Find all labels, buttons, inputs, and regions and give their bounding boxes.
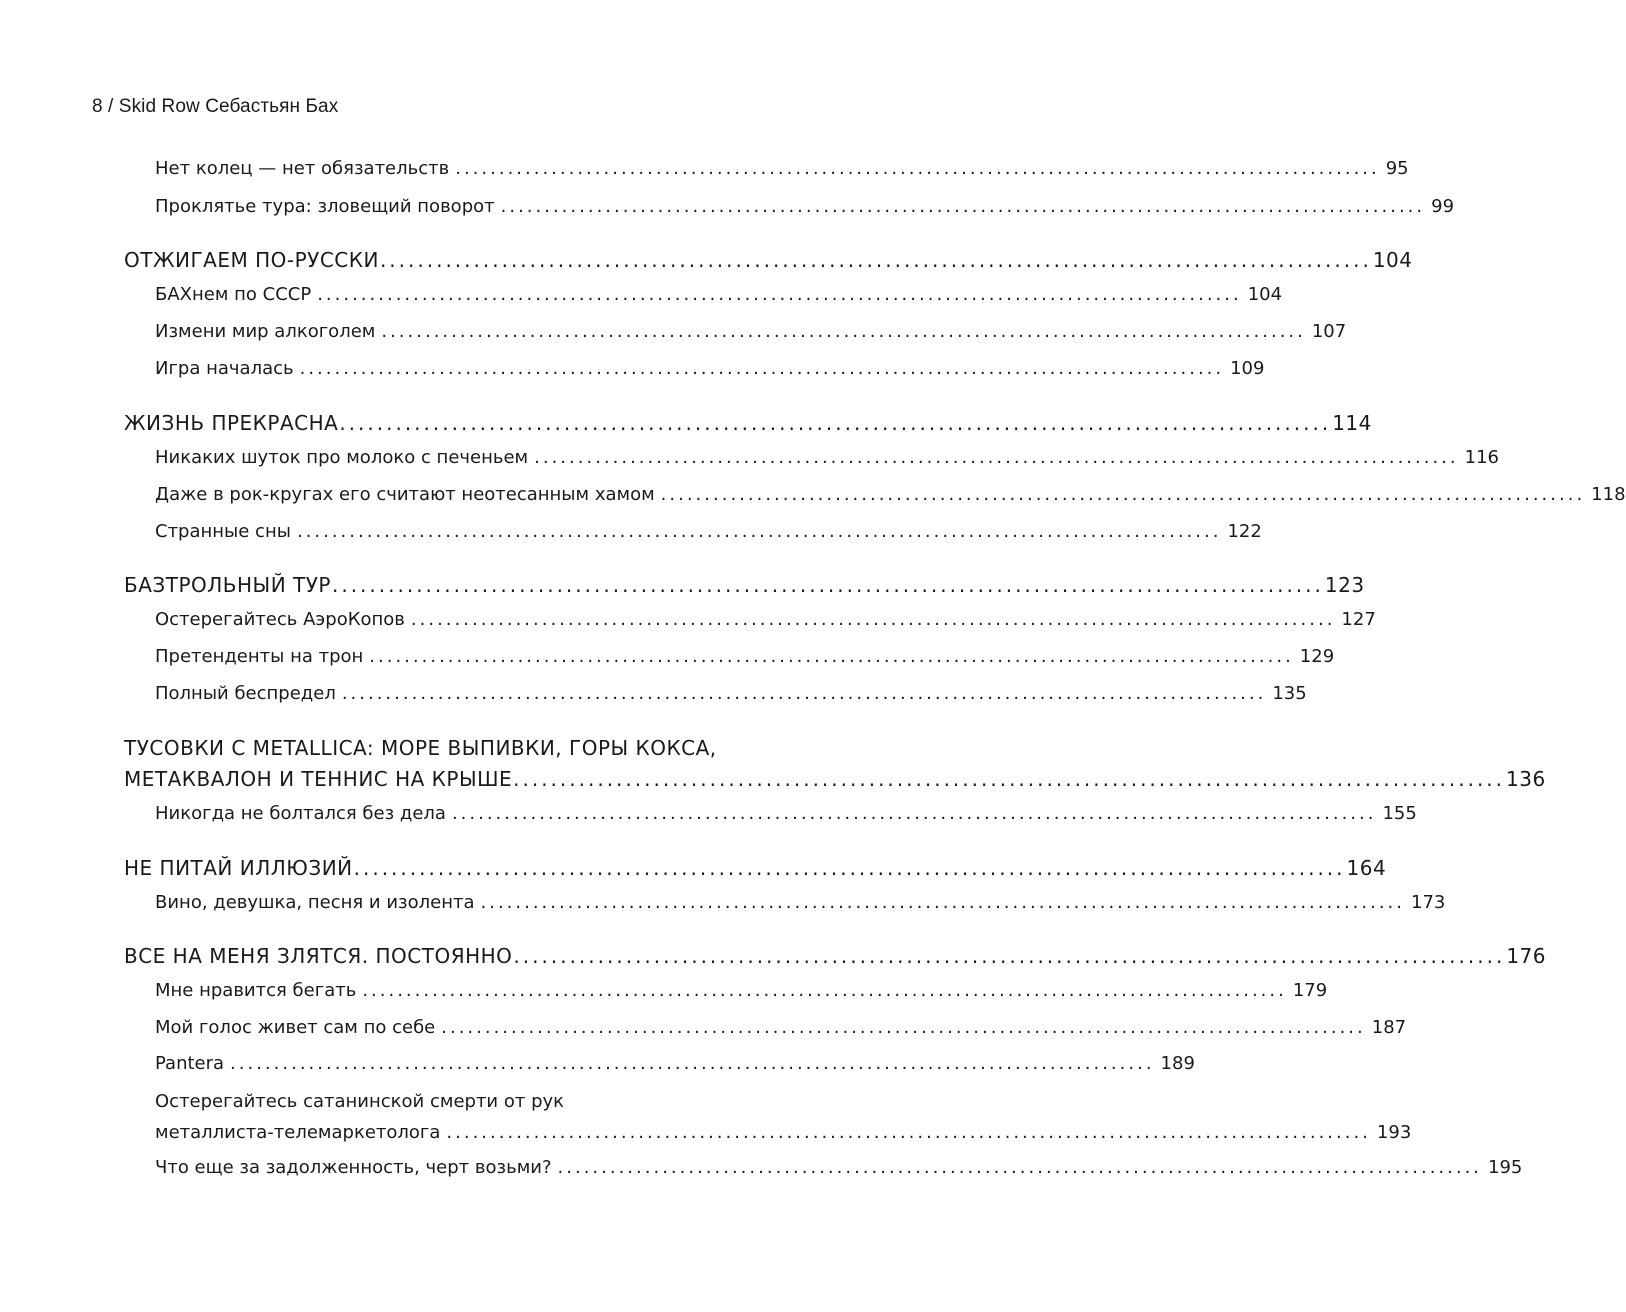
dot-leader: .......................................................................................................... [296,521,1222,542]
toc-entry-title: Никаких шуток про молоко с печеньем [155,447,529,468]
dot-leader: .......................................................................................................... [557,1157,1483,1178]
toc-chapter-page: 136 [1506,767,1546,791]
toc-chapter-page: 114 [1332,411,1372,435]
toc-entry[interactable] [155,892,1446,913]
toc-entry-title: Измени мир алкоголем [155,321,376,342]
dot-leader: .......................................................................................................... [513,944,1506,968]
toc-chapter-page: 104 [1372,248,1413,272]
toc-chapter-title: НЕ ПИТАЙ ИЛЛЮЗИЙ [124,856,353,880]
toc-entry-title: Вино, девушка, песня и изолента [155,892,475,913]
toc-entry-title: Pantera [155,1053,225,1074]
toc-chapter[interactable] [124,411,1372,435]
toc-entry-title: Что еще за задолженность, черт возьми? [155,1157,552,1178]
toc-entry[interactable] [155,321,1347,342]
toc-chapter[interactable] [124,944,1546,968]
dot-leader: .......................................................................................................... [446,1122,1371,1143]
dot-leader: .......................................................................................................... [230,1053,1155,1074]
toc-entry[interactable] [155,609,1376,630]
dot-leader: .......................................................................................................... [410,609,1336,630]
toc-entry-title: Остерегайтесь АэроКопов [155,609,405,630]
toc-chapter-page: 176 [1506,944,1546,968]
toc-entry[interactable] [155,1122,1412,1143]
toc-entry[interactable] [155,158,1409,179]
toc-entry-page: 195 [1488,1157,1523,1178]
toc-entry-title: БАХнем по СССР [155,284,312,305]
toc-entry[interactable] [155,1017,1407,1038]
toc-entry-page: 193 [1376,1122,1412,1143]
toc-chapter[interactable] [124,767,1546,791]
toc-entry[interactable] [155,683,1307,704]
toc-entry[interactable] [155,521,1262,542]
toc-entry[interactable] [155,484,1626,505]
toc-entry-title: Нет колец — нет обязательств [155,158,450,179]
toc-entry-page: 107 [1311,321,1347,342]
toc-chapter-title: ВСЕ НА МЕНЯ ЗЛЯТСЯ. ПОСТОЯННО [124,944,513,968]
dot-leader: .......................................................................................................... [534,447,1459,468]
toc-entry[interactable] [155,646,1335,667]
dot-leader: .......................................................................................................... [513,767,1506,791]
toc-chapter-title-line1: ТУСОВКИ С METALLICA: МОРЕ ВЫПИВКИ, ГОРЫ КОКСА, [124,736,717,760]
dot-leader: .......................................................................................................... [317,284,1242,305]
toc-entry-title: Мой голос живет сам по себе [155,1017,436,1038]
toc-entry[interactable] [155,196,1455,217]
toc-entry-title: металлиста-телемаркетолога [155,1122,441,1143]
toc-chapter-title: БАЗТРОЛЬНЫЙ ТУР [124,573,331,597]
toc-entry[interactable] [155,980,1328,1001]
toc-entry[interactable] [155,358,1265,379]
toc-entry-page: 189 [1160,1053,1195,1074]
dot-leader: .......................................................................................................... [341,683,1267,704]
dot-leader: .......................................................................................................... [381,321,1306,342]
toc-entry-title: Мне нравится бегать [155,980,357,1001]
running-header: 8 / Skid Row Себастьян Бах [92,96,339,117]
toc-entry-page: 173 [1411,892,1446,913]
toc-entry-title: Полный беспредел [155,683,336,704]
toc-chapter[interactable] [124,573,1365,597]
dot-leader: .......................................................................................................... [353,856,1346,880]
toc-entry-page: 116 [1464,447,1499,468]
toc-entry-page: 104 [1247,284,1283,305]
dot-leader: .......................................................................................................... [379,248,1372,272]
dot-leader: .......................................................................................................... [455,158,1380,179]
dot-leader: .......................................................................................................... [331,573,1324,597]
toc-entry-page: 187 [1371,1017,1407,1038]
toc-entry-page: 127 [1341,609,1376,630]
toc-entry-title: Претенденты на трон [155,646,364,667]
toc-entry-title: Никогда не болтался без дела [155,803,446,824]
toc-entry[interactable] [155,1157,1523,1178]
dot-leader: .......................................................................................................... [339,411,1332,435]
toc-entry-title: Игра началась [155,358,294,379]
toc-chapter[interactable] [124,248,1413,272]
dot-leader: .......................................................................................................... [299,358,1225,379]
dot-leader: .......................................................................................................... [362,980,1287,1001]
toc-entry[interactable] [155,284,1283,305]
dot-leader: .......................................................................................................... [451,803,1377,824]
toc-entry-title-line1: Остерегайтесь сатанинской смерти от рук [155,1091,565,1112]
toc-entry-title: Странные сны [155,521,291,542]
toc-entry-page: 155 [1382,803,1417,824]
toc-chapter-title: ЖИЗНЬ ПРЕКРАСНА [124,411,339,435]
toc-entry[interactable] [155,1053,1195,1074]
dot-leader: .......................................................................................................... [369,646,1294,667]
toc-entry-page: 109 [1230,358,1265,379]
toc-entry-title: Проклятье тура: зловещий поворот [155,196,495,217]
toc-entry-page: 99 [1431,196,1455,217]
dot-leader: .......................................................................................................... [660,484,1586,505]
toc-chapter[interactable] [124,856,1387,880]
toc-chapter-page: 164 [1346,856,1387,880]
toc-entry-page: 122 [1227,521,1262,542]
toc-entry[interactable] [155,803,1417,824]
dot-leader: .......................................................................................................... [480,892,1405,913]
toc-chapter-title: МЕТАКВАЛОН И ТЕННИС НА КРЫШЕ [124,767,513,791]
toc-entry-page: 135 [1272,683,1307,704]
dot-leader: .......................................................................................................... [500,196,1426,217]
toc-entry[interactable] [155,447,1499,468]
toc-entry-page: 118 [1591,484,1626,505]
toc-chapter-title: ОТЖИГАЕМ ПО-РУССКИ [124,248,379,272]
toc-entry-title: Даже в рок-кругах его считают неотесанным хамом [155,484,655,505]
toc-entry-page: 129 [1299,646,1335,667]
toc-chapter-page: 123 [1324,573,1365,597]
dot-leader: .......................................................................................................... [441,1017,1366,1038]
toc-entry-page: 179 [1292,980,1328,1001]
toc-entry-page: 95 [1385,158,1409,179]
